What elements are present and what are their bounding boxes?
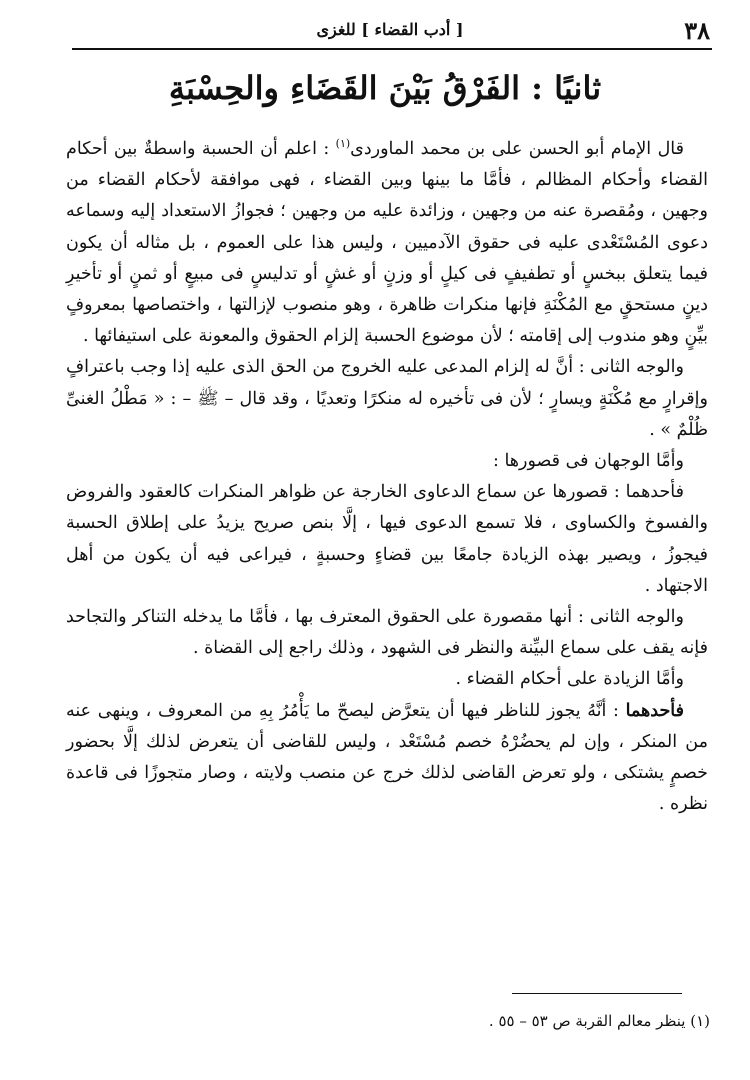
paragraph-2: والوجه الثانى : أنَّ له إلزام المدعى عليه الخروج من الحق الذى عليه إذا وجب باعترافٍ وإقرارٍ مع مُكْنَةٍ ويسارٍ ؛ لأن فى تأخيره له منكرًا وتعديًا ، وقد قال – ﷺ – : « مَطْلُ الغنىِّ ظُلْمٌ » .: [66, 357, 708, 440]
paragraph-6: وأمَّا الزيادة على أحكام القضاء .: [455, 669, 684, 690]
footnote-marker: (١): [335, 137, 351, 151]
paragraph-5: والوجه الثانى : أنها مقصورة على الحقوق المعترف بها ، فأمَّا ما يدخله التناكر والتجاحد فإنه يقف على سماع البيِّنة والنظر فى الشهود ، وذلك راجع إلى القضاة .: [66, 607, 708, 659]
header-rule: [72, 48, 712, 50]
paragraph-lead-word: فأحدهما: [625, 700, 684, 721]
paragraph-text: قال الإمام أبو الحسن على بن محمد الماوردى: [350, 139, 684, 159]
paragraph-text-continued: : اعلم أن الحسبة واسطةٌ بين أحكام القضاء وأحكام المظالم ، فأمَّا ما بينها وبين القضاء ، فهى موافقة لأحكام القضاء من وجهين ، ومُقصرة عنه من وجهين ، وزائدة عليه من وجهين ؛ فجوازُ الاستعداد إليه وسماعه دعوى المُسْتَعْدى عليه فى حقوق الآدميين ، وليس هذا على العموم ، بل مثاله أن يكون فيما يتعلق ببخسٍ أو تطفيفٍ فى كيلٍ أو وزنٍ أو غشٍ أو تدليسٍ فى مبيعٍ أو ثمنٍ أو تأخيرِ دينٍ مستحقٍ مع المُكْنَةِ فإنها منكرات ظاهرة ، وهو منصوب لإزالتها ، واختصاصها بمعروفٍ بيِّنٍ وهو مندوب إلى إقامته ؛ لأن موضوع الحسبة إلزام الحقوق والمعونة على استيفائها .: [66, 139, 708, 347]
footnote-rule: [512, 993, 682, 994]
paragraph-text: : أنَّهُ يجوز للناظر فيها أن يتعرَّض ليصحّ ما يَأْمُرُ بِهِ من المعروف ، وينهى عنه من المنكر ، وإن لم يحضُرْهُ خصم مُسْتَعْد ، وليس للقاضى أن يتعرض لذلك إلَّا بحضور خصمٍ يشتكى ، ولو تعرض القاضى لذلك خرج عن منصب ولايته ، وصار متجوزًا فى قاعدة نظره .: [66, 700, 708, 815]
body-text: [66, 134, 708, 820]
paragraph-4: فأحدهما : قصورها عن سماع الدعاوى الخارجة عن ظواهر المنكرات كالعقود والفروض والفسوخ والكساوى ، فلا تسمع الدعوى فيها ، إلَّا بنص صريح يزيدُ على إطلاق الحسبة فيجوزُ ، ويصير بهذه الزيادة جامعًا بين قضاءٍ وحسبةٍ ، فيراعى فيه أن يكون من أهل الاجتهاد .: [66, 482, 708, 596]
paragraph-3: وأمَّا الوجهان فى قصورها :: [492, 451, 684, 472]
footnote: (١) ينظر معالم القربة ص ٥٣ – ٥٥ .: [488, 1012, 710, 1030]
paragraph-1: [66, 134, 708, 352]
page-number: ٣٨: [684, 16, 710, 45]
section-title: ثانيًا : الفَرْقُ بَيْنَ القَضَاءِ والحِسْبَةِ: [168, 69, 602, 107]
running-head: [ أدب القضاء ] للغزى: [316, 20, 464, 39]
page-header: [70, 16, 710, 52]
paragraph-7: [66, 696, 708, 821]
